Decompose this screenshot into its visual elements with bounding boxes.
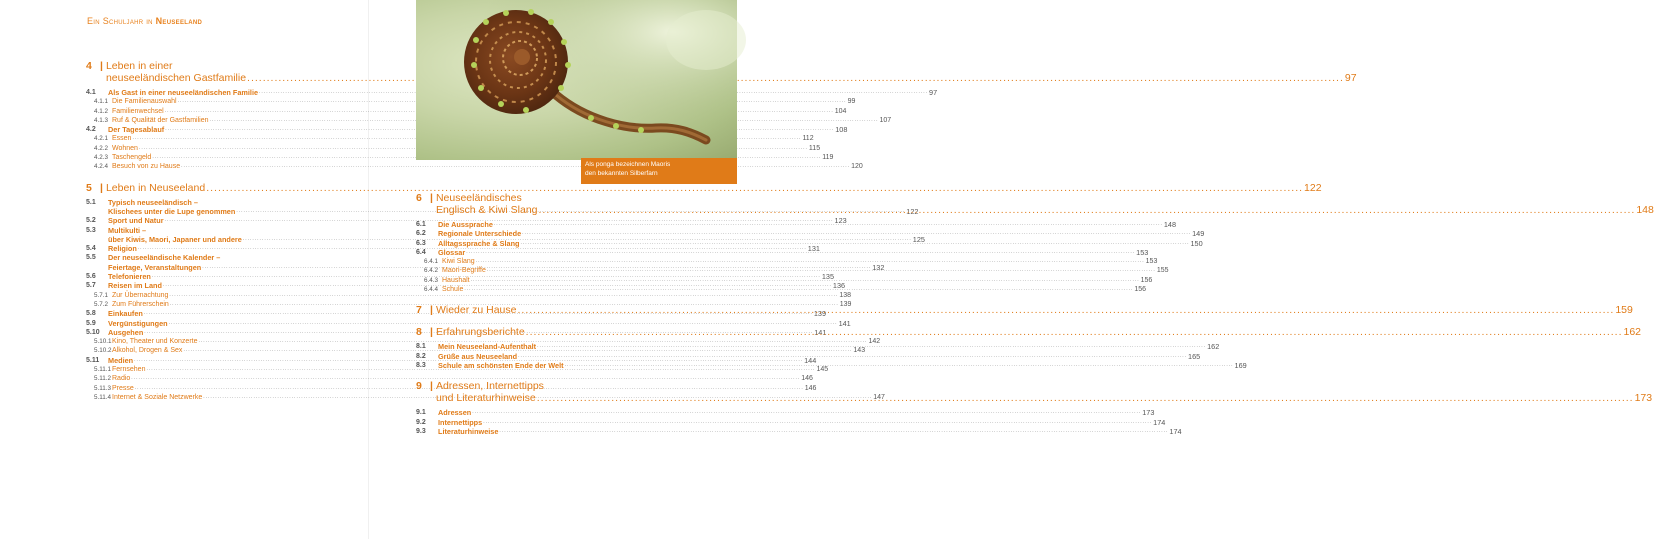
chapter-page: 159 — [1615, 304, 1633, 317]
entry-number: 9.1 — [416, 409, 426, 417]
entry-number: 5.10.2 — [94, 347, 112, 355]
entry-number: 6.2 — [416, 230, 426, 238]
entry-number: 6.3 — [416, 239, 426, 247]
toc-entry[interactable] — [416, 257, 1158, 266]
entry-title: Mein Neuseeland-Aufenthalt — [438, 342, 537, 352]
entry-page: 119 — [822, 154, 834, 162]
chapter-separator: | — [430, 304, 433, 317]
entry-title: Zur Übernachtung — [112, 291, 169, 299]
dot-leader — [537, 342, 1206, 351]
chapter-title-block — [436, 326, 1641, 338]
entry-page: 156 — [1140, 276, 1153, 284]
toc-entry[interactable] — [86, 253, 320, 262]
entry-page: 162 — [1207, 342, 1220, 352]
chapter-separator: | — [430, 380, 433, 393]
entry-page: 104 — [834, 107, 847, 115]
entry-number: 8.3 — [416, 361, 426, 369]
entry-number: 5.11.3 — [94, 384, 112, 392]
entry-number: 5.6 — [86, 273, 96, 281]
entry-page: 123 — [834, 216, 847, 226]
entry-number: 4.1.3 — [94, 116, 109, 124]
chapter-title-line — [436, 326, 1641, 338]
entry-title: Besuch von zu Hause — [112, 163, 181, 171]
entry-page: 141 — [814, 327, 827, 337]
entry-title: Multikulti – — [108, 225, 147, 235]
entry-page: 97 — [929, 88, 938, 97]
entry-page: 142 — [868, 338, 881, 346]
chapter-title-block — [436, 192, 1654, 216]
chapter-separator: | — [430, 192, 433, 204]
entry-number: 9.3 — [416, 427, 426, 435]
entry-title: Taschengeld — [112, 154, 152, 162]
entry-title: Haushalt — [442, 276, 470, 284]
entry-title: Presse — [112, 384, 134, 392]
entry-number: 6.4.3 — [424, 276, 439, 284]
entry-page: 138 — [839, 291, 852, 299]
dot-leader — [499, 427, 1168, 436]
entry-number: 6.4.4 — [424, 286, 439, 294]
entry-page: 139 — [839, 300, 852, 308]
entry-title: Ruf & Qualität der Gastfamilien — [112, 116, 209, 124]
dot-leader — [518, 352, 1187, 361]
entry-title: Feiertage, Veranstaltungen — [108, 262, 202, 272]
toc-entry[interactable] — [86, 300, 852, 309]
running-head — [87, 16, 202, 26]
dot-leader — [476, 257, 1145, 266]
toc-entry[interactable] — [86, 337, 881, 346]
running-head-country: Neuseeland — [155, 16, 203, 26]
toc-entry[interactable] — [86, 88, 938, 97]
chapter-number: 9 — [416, 380, 422, 393]
dot-leader — [537, 392, 1634, 404]
entry-number: 4.2.2 — [94, 144, 109, 152]
entry-title: Ausgehen — [108, 327, 144, 337]
entry-title: Telefonieren — [108, 272, 151, 282]
entry-page: 143 — [853, 347, 866, 355]
entry-title: Alltagssprache & Slang — [438, 238, 520, 248]
dot-leader — [518, 304, 1615, 319]
chapter-title-line — [436, 392, 1652, 404]
entry-page: 155 — [1156, 267, 1169, 275]
chapter-gap — [86, 172, 320, 182]
chapter-heading[interactable] — [86, 181, 1322, 194]
entry-title: Medien — [108, 355, 134, 365]
entry-number: 5.10.1 — [94, 338, 112, 346]
entry-page: 107 — [879, 116, 892, 124]
chapter-gap — [416, 294, 653, 304]
entry-page: 169 — [1234, 360, 1247, 370]
entry-page: 153 — [1145, 258, 1158, 266]
chapter-separator: | — [100, 60, 103, 72]
chapter-page: 173 — [1634, 392, 1653, 405]
chapter-number: 5 — [86, 181, 92, 194]
dot-leader — [539, 204, 1636, 216]
dot-leader — [526, 326, 1623, 338]
entry-number: 4.1 — [86, 89, 96, 96]
chapter-title: Wieder zu Hause — [435, 304, 517, 317]
chapter-title-block — [436, 380, 1652, 404]
toc-entry[interactable] — [86, 291, 852, 300]
chapter-number: 8 — [416, 326, 422, 339]
entry-title: Reisen im Land — [108, 281, 162, 291]
entry-number: 5.1 — [86, 198, 96, 206]
chapter-title-block — [435, 304, 1633, 319]
chapter-title: Adressen, Internettipps — [435, 380, 544, 393]
entry-page: 120 — [851, 163, 863, 171]
entry-number: 6.4.2 — [424, 267, 439, 275]
entry-title: Religion — [108, 244, 137, 254]
chapter-gap — [416, 316, 653, 326]
chapter-title: Leben in Neuseeland — [105, 181, 206, 194]
entry-page: 156 — [1134, 286, 1147, 294]
entry-title: Internet & Soziale Netzwerke — [112, 393, 203, 401]
entry-number: 4.2.4 — [94, 163, 109, 171]
entry-page: 99 — [847, 98, 856, 106]
toc-entry[interactable] — [86, 198, 320, 207]
entry-page: 122 — [906, 206, 919, 216]
entry-number: 9.2 — [416, 418, 426, 426]
entry-number: 4.1.1 — [94, 98, 109, 106]
entry-title: Literaturhinweise — [438, 426, 499, 436]
entry-title: Vergünstigungen — [108, 318, 168, 328]
entry-number: 5.8 — [86, 310, 96, 318]
entry-title: Zum Führerschein — [112, 300, 169, 308]
entry-page: 108 — [835, 125, 848, 135]
dot-leader — [521, 239, 1190, 248]
entry-page: 136 — [832, 281, 846, 291]
entry-page: 150 — [1190, 238, 1203, 248]
entry-number: 5.2 — [86, 217, 96, 225]
entry-number: 5.5 — [86, 254, 96, 262]
toc-entry[interactable] — [416, 417, 1166, 427]
entry-page: 139 — [813, 309, 827, 319]
chapter-number: 4 — [86, 60, 92, 72]
dot-leader — [494, 220, 1163, 229]
entry-title: Einkaufen — [108, 309, 143, 319]
dot-leader — [472, 408, 1141, 417]
entry-page: 132 — [872, 262, 885, 272]
entry-title: Internettipps — [438, 417, 483, 427]
entry-page: 149 — [1192, 229, 1205, 239]
entry-title: über Kiwis, Maori, Japaner und andere — [108, 234, 242, 244]
chapter-title-line — [436, 192, 1654, 204]
entry-number: 4.2.3 — [94, 154, 109, 162]
chapter-title-line — [436, 204, 1654, 216]
entry-number: 5.11.2 — [94, 375, 112, 383]
entry-page: 141 — [838, 318, 851, 328]
entry-number: 5.11.4 — [94, 393, 112, 401]
entry-page: 135 — [821, 272, 835, 282]
entry-number: 6.1 — [416, 221, 426, 228]
chapter-page: 122 — [1304, 181, 1322, 194]
toc-entry[interactable] — [86, 125, 848, 135]
entry-page: 147 — [873, 393, 885, 401]
toc-entry[interactable] — [86, 153, 834, 162]
entry-page: 146 — [801, 375, 813, 383]
entry-number: 5.10 — [86, 328, 100, 336]
dot-leader — [483, 418, 1152, 427]
entry-title: Essen — [112, 135, 132, 143]
chapter-title: und Literaturhinweise — [435, 392, 536, 405]
entry-page: 112 — [802, 135, 814, 143]
dot-leader — [471, 276, 1140, 285]
chapter-title: neuseeländischen Gastfamilie — [105, 72, 247, 84]
entry-number: 5.4 — [86, 245, 96, 253]
dot-leader — [487, 266, 1156, 275]
entry-number: 5.11 — [86, 356, 100, 364]
running-head-prefix: Ein Schuljahr in — [87, 16, 153, 26]
entry-number: 5.7.1 — [94, 291, 109, 299]
toc-entry[interactable] — [86, 374, 813, 383]
chapter-title: Leben in einer — [105, 60, 173, 72]
chapter-separator: | — [100, 181, 103, 194]
entry-title: Sport und Natur — [108, 216, 164, 226]
entry-title: Regionale Unterschiede — [438, 229, 522, 239]
entry-number: 6.4 — [416, 248, 426, 256]
dot-leader — [522, 229, 1191, 238]
toc-entry[interactable] — [86, 116, 892, 125]
entry-number: 4.2 — [86, 126, 96, 134]
entry-title: Typisch neuseeländisch – — [108, 197, 198, 207]
entry-title: Alkohol, Drogen & Sex — [112, 347, 183, 355]
entry-number: 6.4.1 — [424, 258, 439, 266]
chapter-title: Neuseeländisches — [435, 192, 522, 204]
entry-number: 5.3 — [86, 226, 96, 234]
toc-entry[interactable] — [86, 226, 320, 235]
entry-number: 8.1 — [416, 343, 426, 351]
entry-title: Maori-Begriffe — [442, 267, 486, 275]
chapter-number: 6 — [416, 192, 422, 204]
entry-page: 173 — [1142, 408, 1155, 418]
toc-entry[interactable] — [86, 107, 847, 116]
entry-title: Der Tagesablauf — [108, 125, 165, 135]
dot-leader — [466, 248, 1135, 257]
entry-page: 148 — [1163, 220, 1177, 229]
entry-title: Kino, Theater und Konzerte — [112, 338, 198, 346]
entry-title: Die Aussprache — [438, 220, 493, 229]
chapter-page: 162 — [1623, 326, 1642, 339]
entry-title: Klischees unter die Lupe genommen — [108, 206, 236, 216]
entry-title: Schule — [442, 286, 464, 294]
chapter-title: Englisch & Kiwi Slang — [435, 204, 538, 216]
entry-number: 5.7 — [86, 282, 96, 290]
chapter-title-line — [436, 380, 1652, 392]
entry-page: 165 — [1188, 351, 1201, 361]
entry-title: Radio — [112, 375, 131, 383]
entry-page: 153 — [1136, 247, 1149, 257]
entry-title: Kiwi Slang — [442, 258, 475, 266]
toc-entry[interactable] — [86, 144, 821, 153]
entry-number: 5.11.1 — [94, 366, 112, 374]
entry-title: Als Gast in einer neuseeländischen Familie — [108, 88, 259, 97]
toc-entry[interactable] — [86, 318, 851, 328]
entry-title: Schule am schönsten Ende der Welt — [438, 360, 564, 370]
dot-leader — [464, 285, 1133, 294]
entry-number: 8.2 — [416, 352, 426, 360]
entry-title: Fernsehen — [112, 366, 146, 374]
entry-page: 146 — [804, 384, 817, 392]
toc-entry[interactable] — [416, 408, 1155, 418]
caption-line-1: Als ponga bezeichnen Maoris — [585, 161, 671, 168]
chapter-number: 7 — [416, 304, 422, 317]
fern-illustration — [416, 0, 737, 160]
chapter-separator: | — [430, 326, 433, 339]
caption-line-2: den bekannten Silberfarn — [585, 170, 658, 177]
chapter-title-line — [435, 304, 1633, 319]
entry-title: Wohnen — [112, 144, 138, 152]
entry-title: Glossar — [438, 247, 466, 257]
toc-entry[interactable] — [86, 134, 814, 143]
entry-page: 174 — [1169, 426, 1182, 436]
chapter-heading[interactable] — [86, 60, 1357, 84]
toc-entry[interactable] — [86, 97, 856, 106]
chapter-page: 97 — [1344, 72, 1357, 84]
chapter-gap — [416, 370, 653, 380]
entry-page: 115 — [808, 144, 821, 152]
toc-entry[interactable] — [416, 426, 1182, 436]
photo-caption — [581, 158, 737, 184]
entry-title: Familienwechsel — [112, 107, 164, 115]
chapter-title: Erfahrungsberichte — [435, 326, 525, 339]
entry-page: 174 — [1153, 417, 1166, 427]
entry-title: Grüße aus Neuseeland — [438, 351, 518, 361]
entry-page: 144 — [804, 355, 817, 365]
entry-number: 5.9 — [86, 319, 96, 327]
entry-page: 125 — [912, 234, 925, 244]
entry-page: 131 — [807, 244, 820, 254]
entry-title: Adressen — [438, 408, 472, 418]
chapter-page: 148 — [1636, 204, 1654, 216]
fern-photo — [416, 0, 737, 160]
entry-number: 4.2.1 — [94, 135, 109, 143]
dot-leader — [565, 361, 1234, 370]
entry-number: 5.7.2 — [94, 300, 109, 308]
entry-number: 4.1.2 — [94, 107, 109, 115]
entry-title: Die Familienauswahl — [112, 98, 177, 106]
entry-title: Der neuseeländische Kalender – — [108, 253, 221, 263]
entry-page: 145 — [816, 366, 829, 374]
